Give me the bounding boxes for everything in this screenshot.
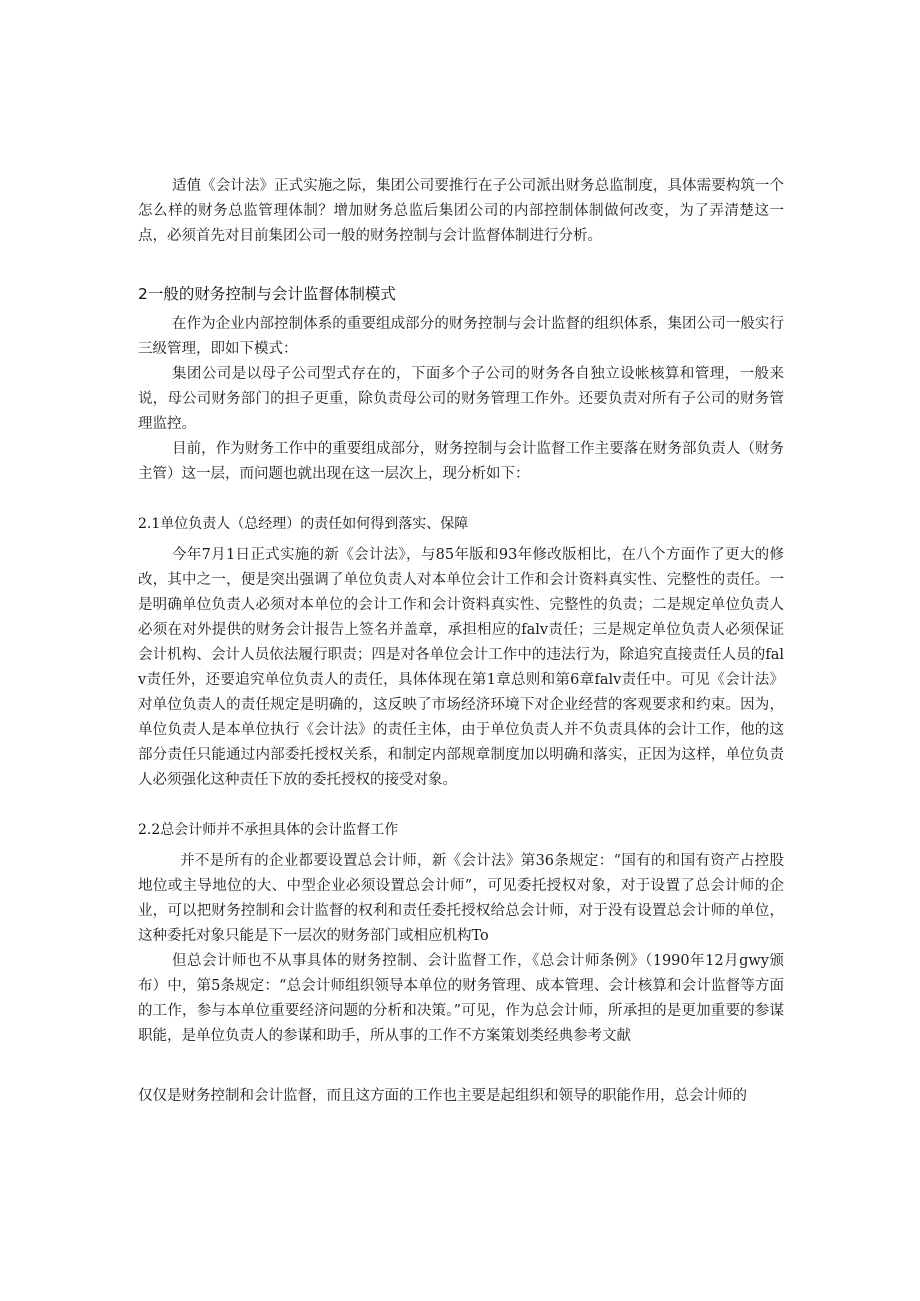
intro-paragraph: 适值《会计法》正式实施之际，集团公司要推行在子公司派出财务总监制度，具体需要构筑一个怎么样的财务总监管理体制？增加财务总监后集团公司的内部控制体制做何改变，为了弄清楚这一点，必须首先对目前集团公司一般的财务控制与会计监督体制进行分析。: [138, 178, 784, 244]
section-2-paragraph-1: 在作为企业内部控制体系的重要组成部分的财务控制与会计监督的组织体系，集团公司一般实行三级管理，即如下模式：: [138, 316, 784, 357]
section-2-2-paragraph-3: 仅仅是财务控制和会计监督，而且这方面的工作也主要是起组织和领导的职能作用，总会计师的: [138, 1088, 747, 1104]
section-2-2: [138, 818, 784, 1049]
section-2-heading: 2一般的财务控制与会计监督体制模式: [138, 285, 396, 303]
section-2-1: [138, 512, 784, 793]
intro-section: [138, 174, 784, 249]
page-continuation: [138, 1084, 784, 1109]
section-2-1-heading: 2.1单位负责人（总经理）的责任如何得到落实、保障: [138, 516, 469, 532]
section-2-paragraph-2: 集团公司是以母子公司型式存在的，下面多个子公司的财务各自独立设帐核算和管理，一般来说，母公司财务部门的担子更重，除负责母公司的财务管理工作外。还要负责对所有子公司的财务管理监控。: [138, 366, 784, 432]
section-2-2-paragraph-1: 并不是所有的企业都要设置总会计师，新《会计法》第36条规定：“国有的和国有资产占控股地位或主导地位的大、中型企业必须设置总会计师”，可见委托授权对象，对于设置了总会计师的企业，可以把财务控制和会计监督的权利和责任委托授权给总会计师，对于没有设置总会计师的单位，这种委托对象只能是下一层次的财务部门或相应机构To: [138, 853, 784, 944]
section-2-paragraph-3: 目前，作为财务工作中的重要组成部分，财务控制与会计监督工作主要落在财务部负责人（财务主管）这一层，而问题也就出现在这一层次上，现分析如下：: [138, 441, 784, 482]
section-2-2-heading: 2.2总会计师并不承担具体的会计监督工作: [138, 822, 399, 838]
section-2: [138, 282, 784, 487]
section-2-2-paragraph-2: 但总会计师也不从事具体的财务控制、会计监督工作，《总会计师条例》（1990年12月gwy颁布）中，第5条规定：“总会计师组织领导本单位的财务管理、成本管理、会计核算和会计监督等方面的工作，参与本单位重要经济问题的分析和决策。”可见，作为总会计师，所承担的是更加重要的参谋职能，是单位负责人的参谋和助手，所从事的工作不方案策划类经典参考文献: [138, 953, 784, 1044]
section-2-1-paragraph-1: 今年7月1日正式实施的新《会计法》，与85年版和93年修改版相比，在八个方面作了更大的修改，其中之一，便是突出强调了单位负责人对本单位会计工作和会计资料真实性、完整性的责任。一是明确单位负责人必须对本单位的会计工作和会计资料真实性、完整性的负责；二是规定单位负责人必须在对外提供的财务会计报告上签名并盖章，承担相应的falv责任；三是规定单位负责人必须保证会计机构、会计人员依法履行职责；四是对各单位会计工作中的违法行为，除追究直接责任人员的falv责任外，还要追究单位负责人的责任，具体体现在第1章总则和第6章falv责任中。可见《会计法》对单位负责人的责任规定是明确的，这反映了市场经济环境下对企业经营的客观要求和约束。因为，单位负责人是本单位执行《会计法》的责任主体，由于单位负责人并不负责具体的会计工作，他的这部分责任只能通过内部委托授权关系，和制定内部规章制度加以明确和落实，正因为这样，单位负责人必须强化这种责任下放的委托授权的接受对象。: [138, 547, 784, 788]
